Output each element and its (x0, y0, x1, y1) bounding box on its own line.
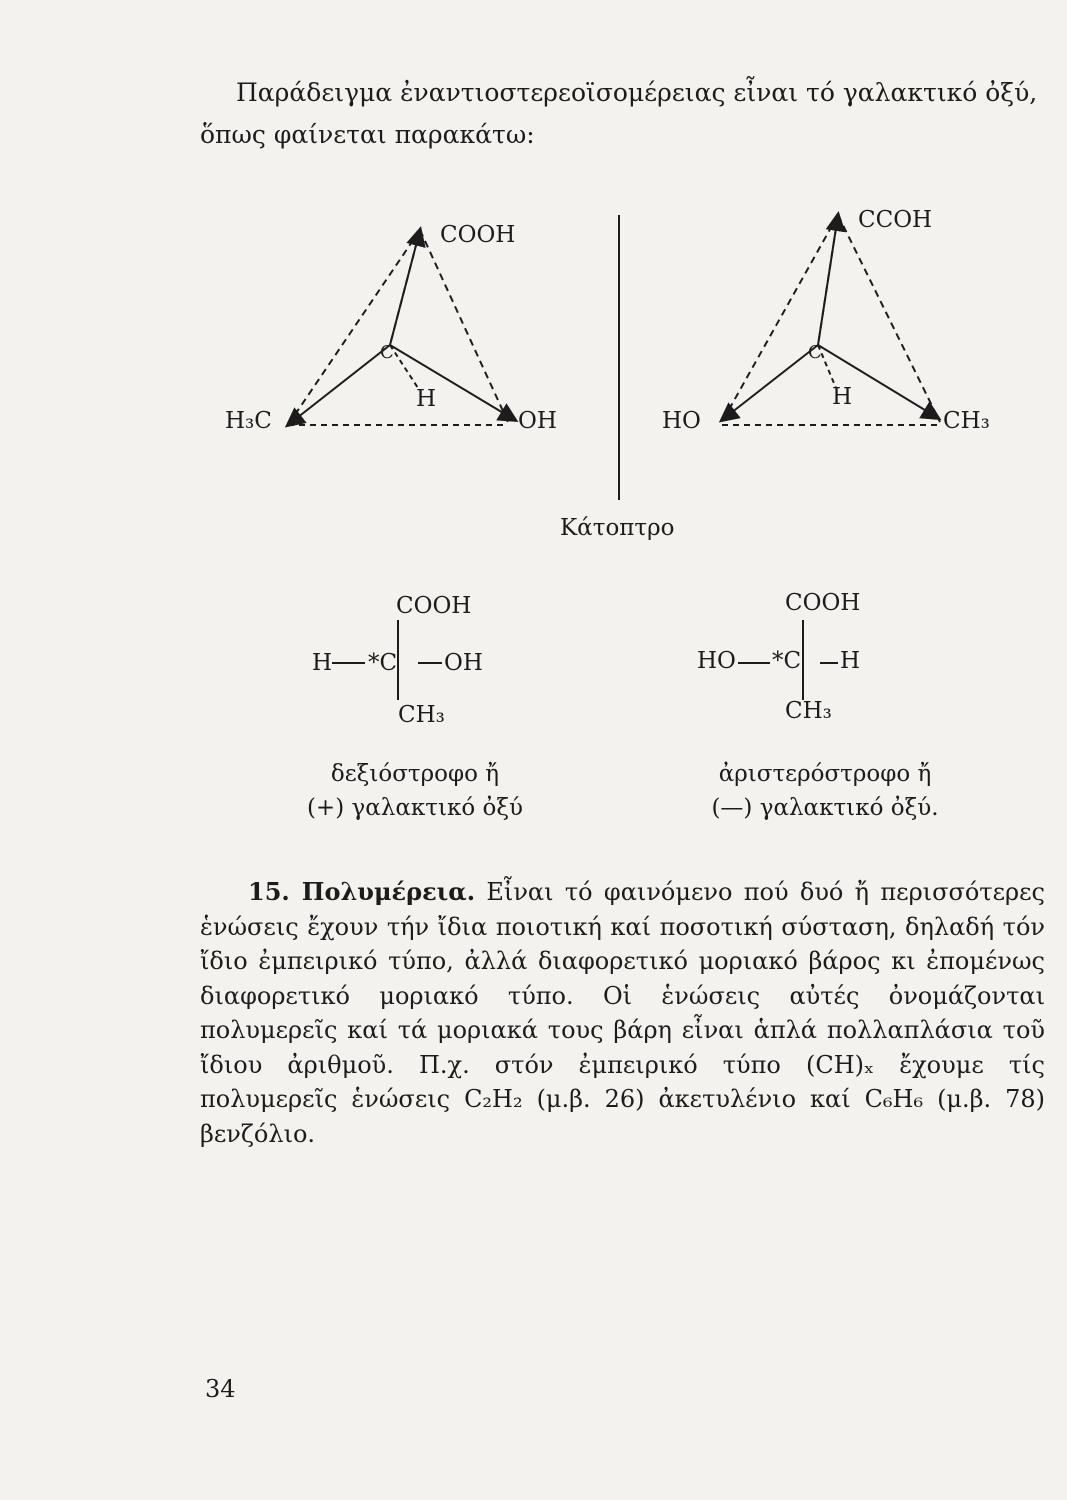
arrow-to-right (390, 345, 515, 420)
mb-benzene: (μ.β. 78) βενζόλιο. (200, 1085, 1045, 1148)
left-hydrogen: H (416, 386, 437, 412)
arrow-to-left (722, 345, 818, 420)
fischer-left-center: *C (368, 650, 398, 676)
caption-left (300, 757, 530, 825)
formula-acetylene: C₂H₂ (464, 1085, 523, 1113)
bond-top-left (288, 230, 420, 425)
bond-top-right (838, 215, 940, 422)
fischer-left-left: H (312, 650, 333, 676)
left-right-group: OH (518, 408, 557, 434)
mirror-line (618, 215, 620, 500)
right-hydrogen: H (832, 384, 853, 410)
section-15-body: Εἶναι τό φαινόμενο πού δυό ἤ περισσότερες ἑνώσεις ἔχουν τήν ἴδια ποιοτική καί ποσοτική σύσταση, δηλαδή τόν ἴδιο ἐμπειρικό τύπο, ἀλλά διαφορετικό μοριακό βάρος κι ἐπομένως διαφορετικό μοριακό τύπο. Οἱ ἑνώσεις αὐτές ὀνομάζονται πολυμερεῖς καί τά μοριακά τους βάρη εἶναι ἁπλά πολλαπλάσια τοῦ ἴδιου ἀριθμοῦ. Π.χ. στόν ἐμπειρικό τύπο (CH)ₓ ἔχουμε τίς πολυμερεῖς ἑνώσεις (200, 878, 1045, 1113)
right-top-group: CCOH (858, 207, 933, 233)
tetrahedron-right (722, 215, 940, 425)
page-number: 34 (205, 1375, 236, 1403)
right-center-carbon: C (808, 342, 822, 363)
fischer-right-left: HO (697, 648, 736, 674)
section-15-heading: 15. Πολυμέρεια. (248, 877, 476, 906)
fischer-left-top: COOH (396, 593, 472, 619)
mirror-label: Κάτοπτρο (560, 515, 675, 541)
bond-to-h (390, 345, 418, 388)
intro-line-1: Παράδειγμα ἐναντιοστερεοϊσομέρειας εἶναι τό γαλακτικό ὀξύ, (236, 78, 1038, 107)
mb-acetylene: (μ.β. 26) ἀκετυλένιο καί (536, 1085, 851, 1113)
left-left-group: H₃C (225, 408, 272, 434)
fischer-right-bottom: CH₃ (785, 698, 832, 724)
caption-left-line-2: (+) γαλακτικό ὀξύ (306, 795, 524, 821)
caption-right-line-1: ἀριστερόστροφο ἤ (718, 761, 932, 787)
arrow-to-left (288, 345, 390, 425)
formula-benzene: C₆H₆ (864, 1085, 924, 1113)
tetrahedral-diagrams (0, 0, 1067, 560)
section-15-paragraph (200, 875, 1045, 1151)
left-center-carbon: C (380, 342, 394, 363)
left-top-group: COOH (440, 222, 516, 248)
caption-left-line-1: δεξιόστροφο ἤ (330, 761, 500, 787)
fischer-right-center: *C (772, 648, 802, 674)
bond-top-left (722, 215, 838, 422)
fischer-right-top: COOH (785, 590, 861, 616)
right-right-group: CH₃ (943, 408, 990, 434)
fischer-right-right: H (840, 648, 861, 674)
arrow-to-top (390, 230, 420, 345)
arrow-to-top (818, 215, 838, 345)
right-left-group: HO (662, 408, 701, 434)
intro-line-2: ὅπως φαίνεται παρακάτω: (200, 120, 535, 149)
fischer-left-bottom: CH₃ (398, 702, 445, 728)
tetrahedron-left (288, 230, 515, 425)
caption-right-line-2: (—) γαλακτικό ὀξύ. (711, 795, 939, 821)
fischer-bond-lines (0, 560, 1067, 730)
caption-right (690, 757, 960, 825)
fischer-left-right: OH (444, 650, 483, 676)
